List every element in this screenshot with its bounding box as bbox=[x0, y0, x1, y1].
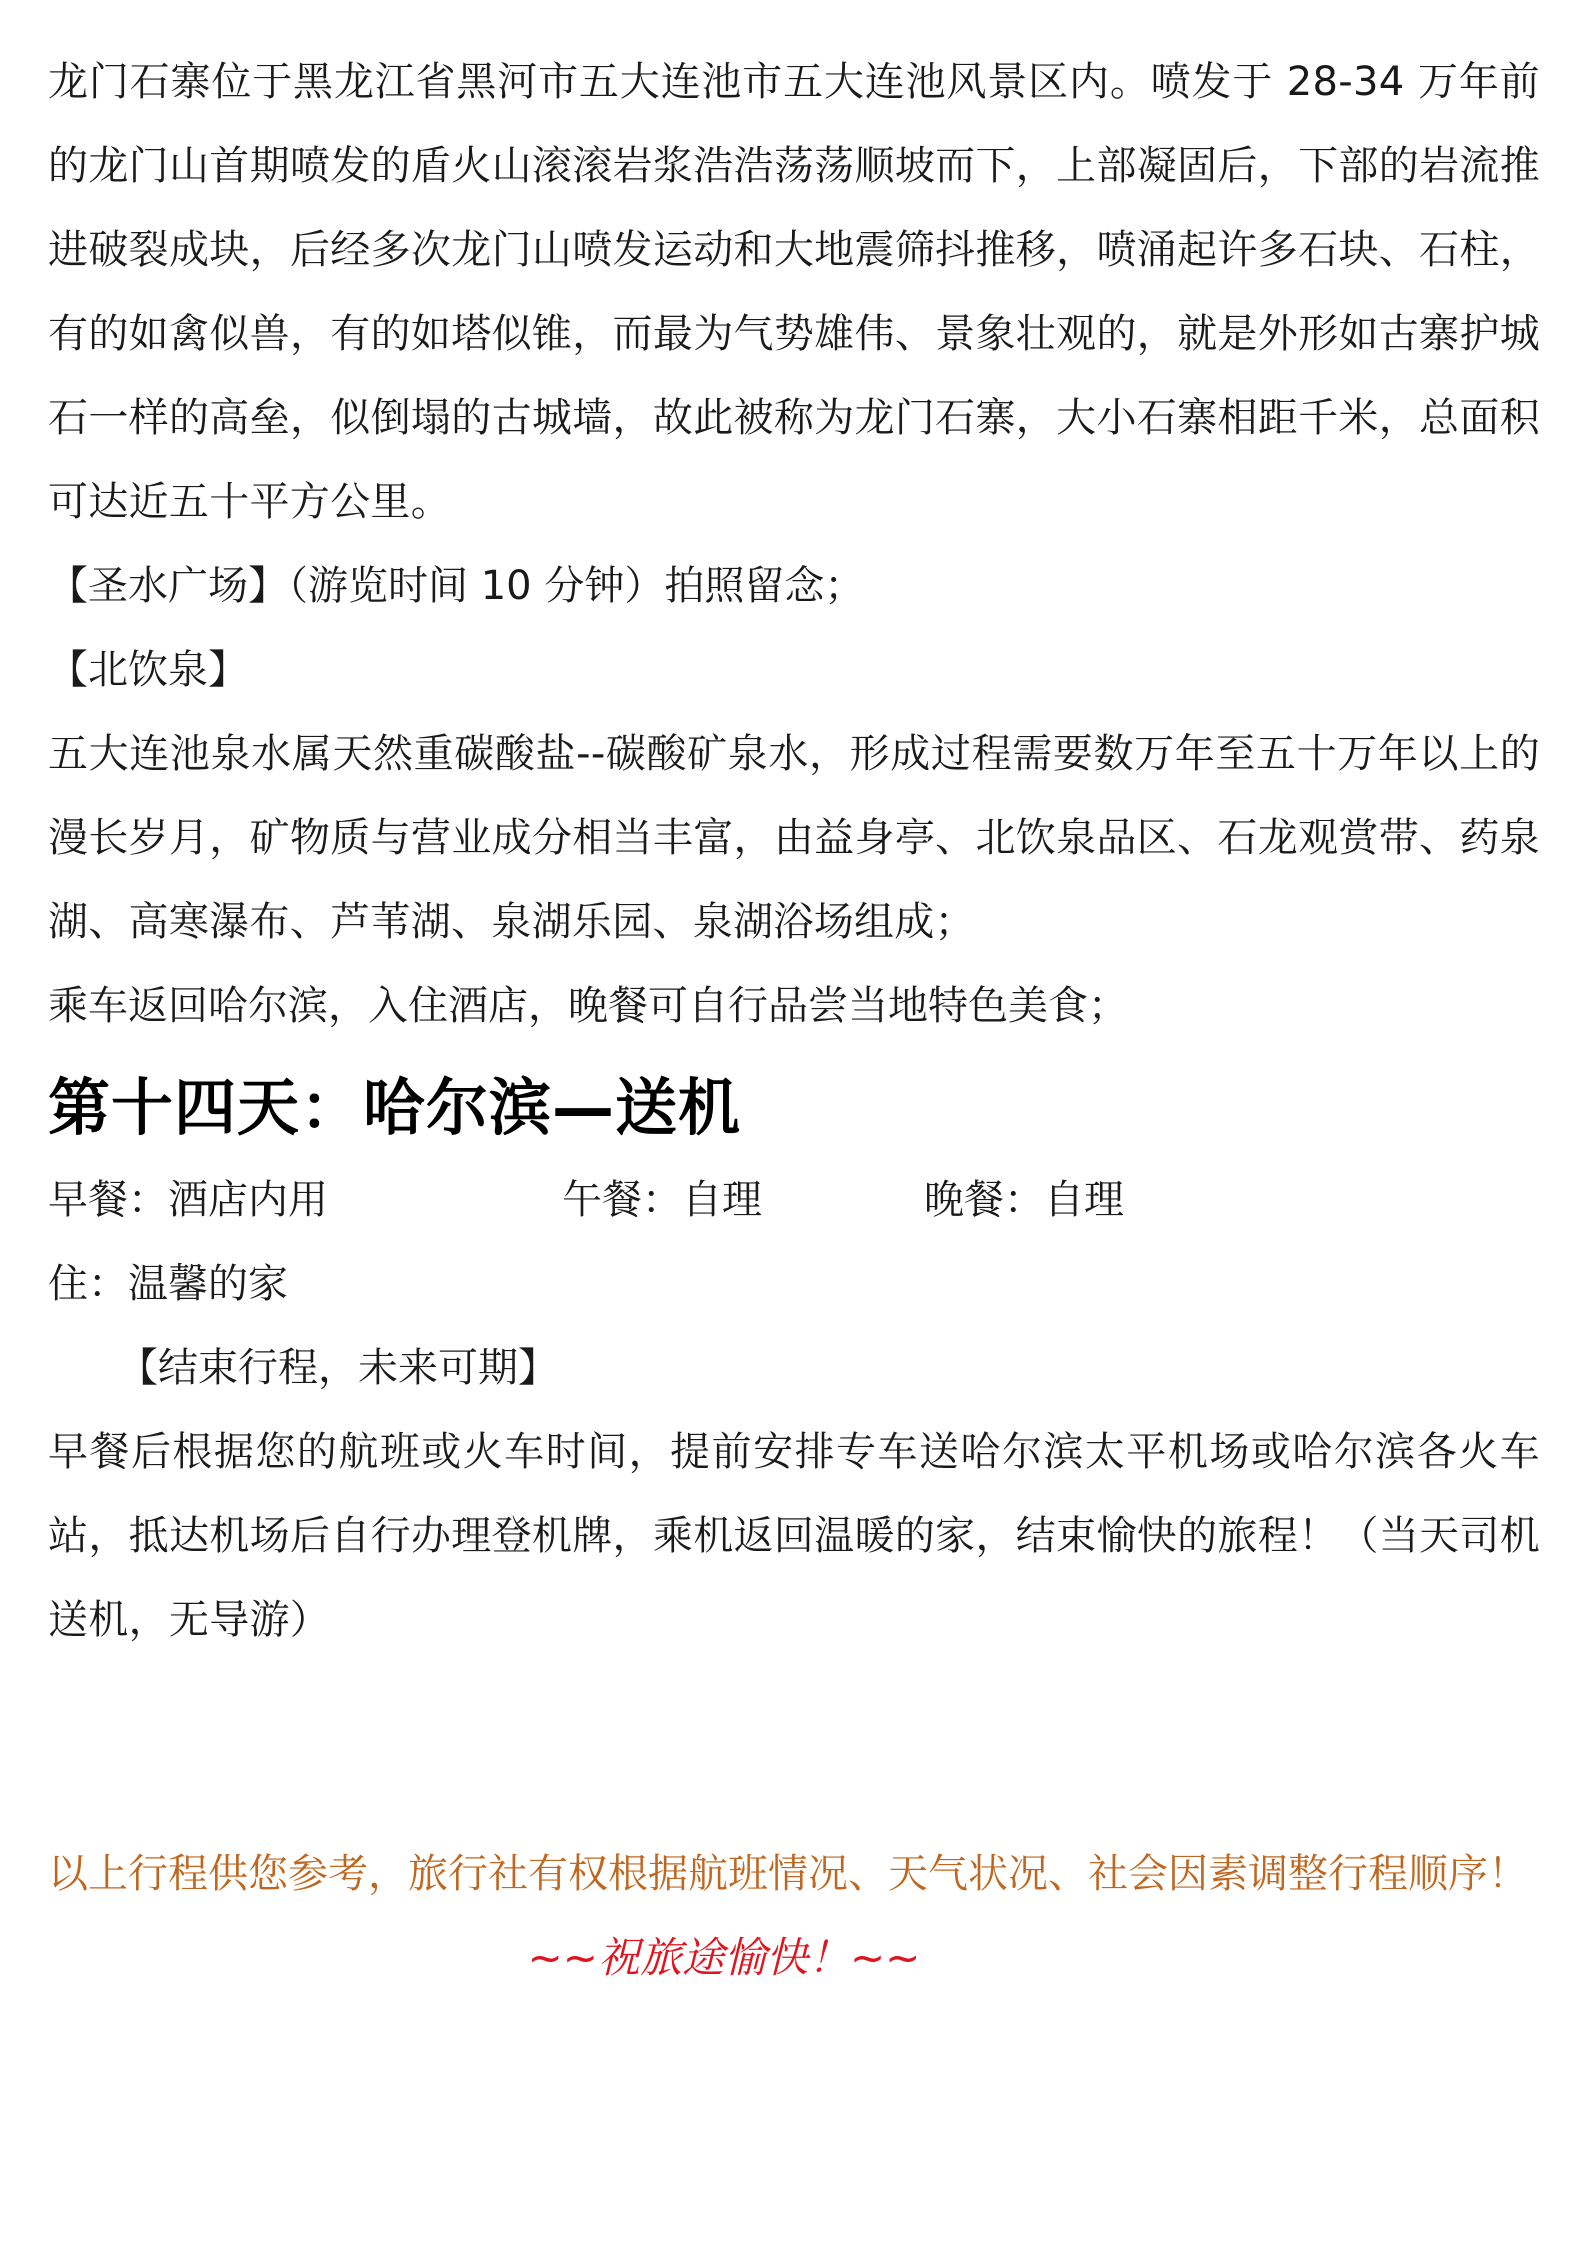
meal-dinner: 晚餐：自理 bbox=[924, 1177, 1124, 1223]
end-of-trip-title: 【结束行程，未来可期】 bbox=[118, 1345, 558, 1391]
return-harbin-line: 乘车返回哈尔滨，入住酒店，晚餐可自行品尝当地特色美食； bbox=[48, 983, 1128, 1029]
day-14-title: 第十四天：哈尔滨—送机 bbox=[48, 1071, 742, 1144]
meal-lunch: 午餐：自理 bbox=[562, 1177, 762, 1223]
itinerary-notice: 以上行程供您参考，旅行社有权根据航班情况、天气状况、社会因素调整行程顺序！ bbox=[48, 1851, 1528, 1897]
meals-row bbox=[48, 1158, 1540, 1242]
spring-paragraph: 五大连池泉水属天然重碳酸盐--碳酸矿泉水，形成过程需要数万年至五十万年以上的漫长岁月，矿物质与营业成分相当丰富，由益身亭、北饮泉品区、石龙观赏带、药泉湖、高寒瀑布、芦苇湖、泉湖乐园、泉湖浴场组成； bbox=[48, 731, 1540, 945]
departure-paragraph: 早餐后根据您的航班或火车时间，提前安排专车送哈尔滨太平机场或哈尔滨各火车站，抵达机场后自行办理登机牌，乘机返回温暖的家，结束愉快的旅程！（当天司机送机，无导游） bbox=[48, 1429, 1540, 1643]
stay-line: 住：温馨的家 bbox=[48, 1261, 288, 1307]
spot-beiyin-spring: 【北饮泉】 bbox=[48, 647, 248, 693]
meal-breakfast: 早餐：酒店内用 bbox=[48, 1177, 328, 1223]
itinerary-page bbox=[48, 40, 1540, 2000]
spot-shengshui-square: 【圣水广场】（游览时间 10 分钟）拍照留念； bbox=[48, 563, 865, 609]
longmen-intro-paragraph: 龙门石寨位于黑龙江省黑河市五大连池市五大连池风景区内。喷发于 28-34 万年前的龙门山首期喷发的盾火山滚滚岩浆浩浩荡荡顺坡而下，上部凝固后，下部的岩流推进破裂成块，后经多次龙门山喷发运动和大地震筛抖推移，喷涌起许多石块、石柱，有的如禽似兽，有的如塔似锥，而最为气势雄伟、景象壮观的，就是外形如古寨护城石一样的高垒，似倒塌的古城墙，故此被称为龙门石寨，大小石寨相距千米，总面积可达近五十平方公里。 bbox=[48, 59, 1540, 525]
bon-voyage-wish: ~~祝旅途愉快！~~ bbox=[527, 1933, 921, 1982]
